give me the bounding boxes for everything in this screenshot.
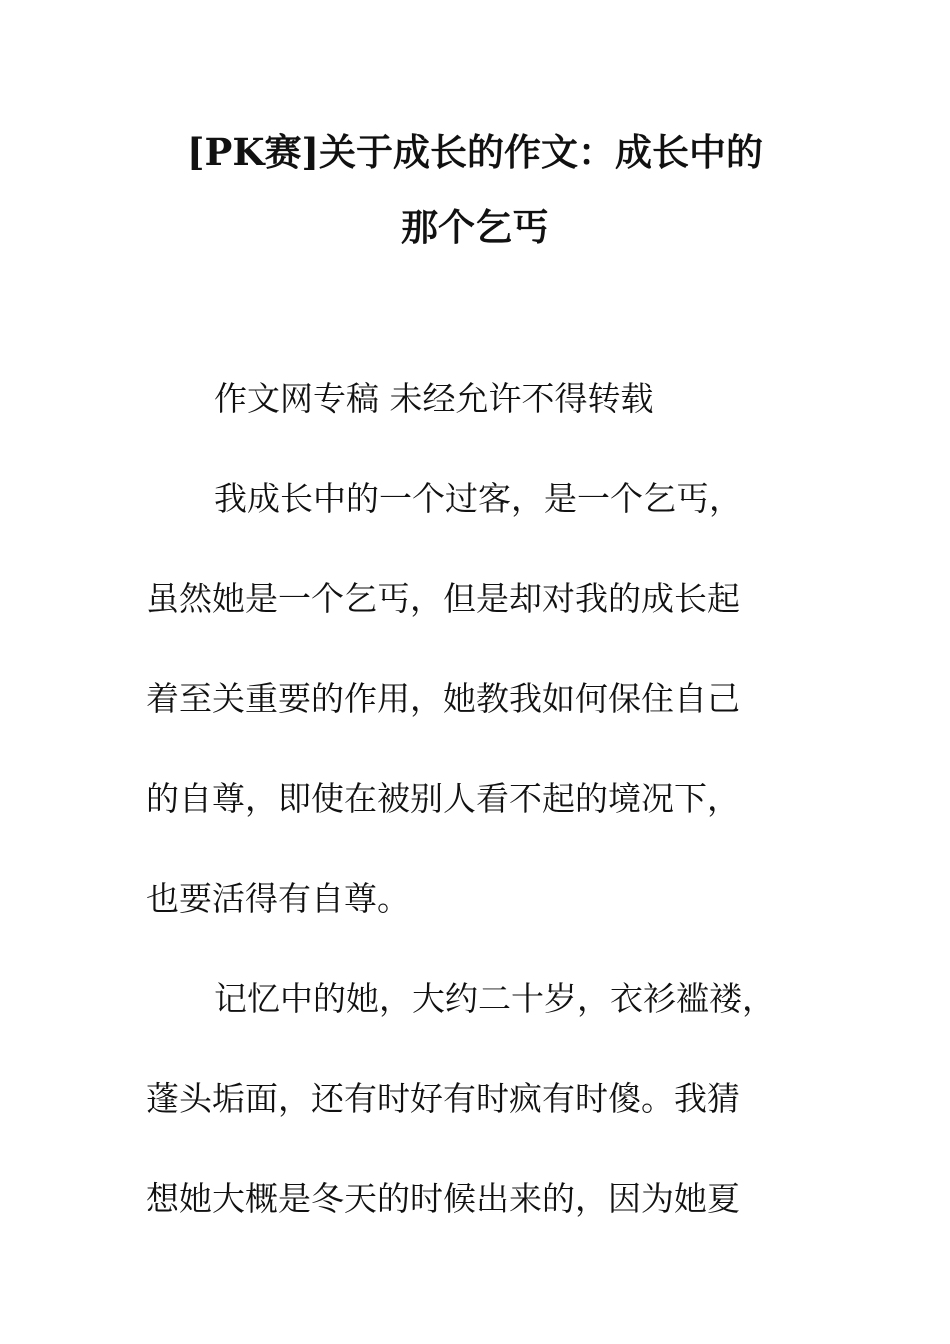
- document-title-line-2: 那个乞丐: [401, 205, 549, 249]
- paragraph-line-2: 虽然她是一个乞丐，但是却对我的成长起: [146, 579, 740, 618]
- paragraph-line-7: 蓬头垢面，还有时好有时疯有时傻。我猜: [146, 1079, 740, 1118]
- copyright-notice: 作文网专稿 未经允许不得转载: [214, 379, 654, 418]
- paragraph-line-3: 着至关重要的作用，她教我如何保住自己: [146, 679, 740, 718]
- document-title-line-1: [PK赛]关于成长的作文：成长中的: [187, 130, 763, 174]
- paragraph-line-4: 的自尊，即使在被别人看不起的境况下，: [146, 779, 740, 818]
- paragraph-line-8: 想她大概是冬天的时候出来的，因为她夏: [146, 1179, 740, 1218]
- paragraph-line-1: 我成长中的一个过客，是一个乞丐，: [214, 479, 742, 518]
- paragraph-line-6: 记忆中的她，大约二十岁，衣衫褴褛，: [214, 979, 775, 1018]
- paragraph-line-5: 也要活得有自尊。: [146, 879, 410, 918]
